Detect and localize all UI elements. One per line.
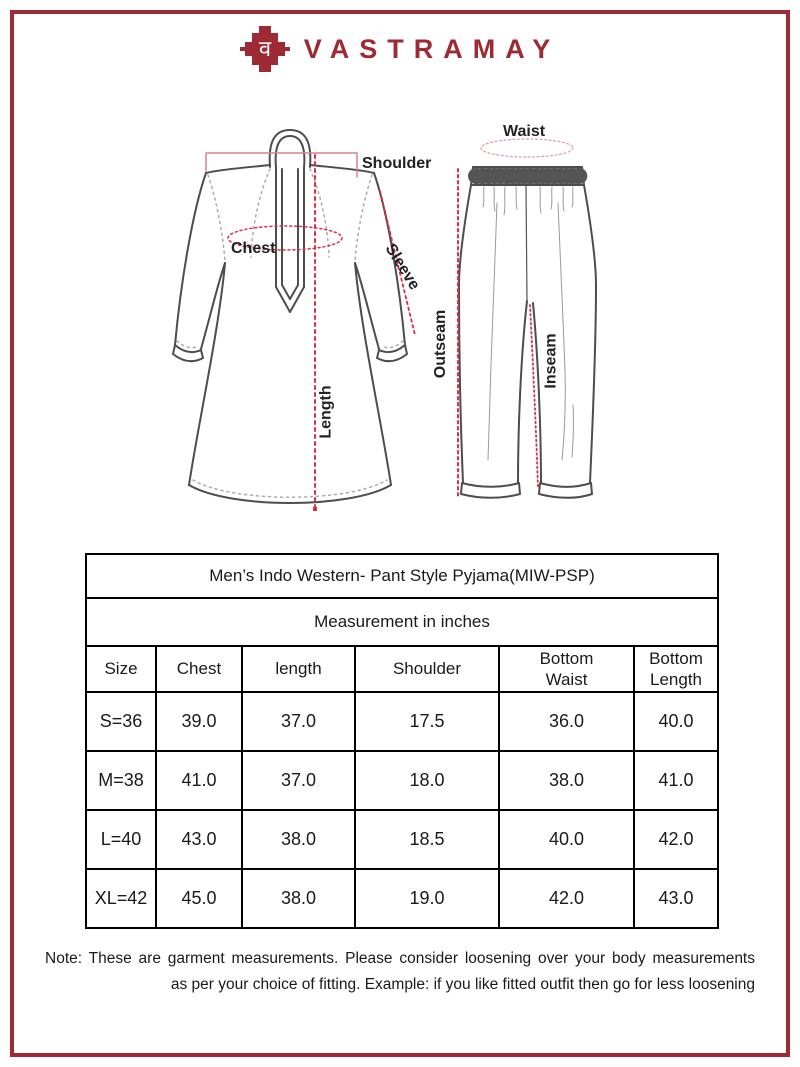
- col-header-bottom-waist: [499, 646, 634, 692]
- col-header-bottom-length-text: Bottom Length: [649, 648, 703, 689]
- cell-chest: 39.0: [156, 692, 242, 751]
- table-row: [86, 751, 718, 810]
- col-header-shoulder: Shoulder: [355, 646, 499, 692]
- cell-size: XL=42: [86, 869, 156, 928]
- sleeve-label: Sleeve: [381, 241, 423, 294]
- cell-bottom-length: 40.0: [634, 692, 718, 751]
- cell-bottom-waist: 38.0: [499, 751, 634, 810]
- cell-bottom-waist: 36.0: [499, 692, 634, 751]
- cell-shoulder: 17.5: [355, 692, 499, 751]
- shoulder-label: Shoulder: [362, 155, 432, 172]
- cell-shoulder: 18.0: [355, 751, 499, 810]
- cell-length: 37.0: [242, 692, 355, 751]
- cell-length: 38.0: [242, 810, 355, 869]
- brand-logo-glyph: व: [258, 37, 271, 62]
- size-chart-table: [85, 553, 719, 929]
- col-header-chest: Chest: [156, 646, 242, 692]
- cell-length: 37.0: [242, 751, 355, 810]
- brand-logo-icon: [240, 24, 290, 74]
- cell-length: 38.0: [242, 869, 355, 928]
- table-row: [86, 869, 718, 928]
- cell-size: L=40: [86, 810, 156, 869]
- inseam-label: Inseam: [542, 333, 560, 389]
- col-header-bottom-length: [634, 646, 718, 692]
- cell-bottom-length: 43.0: [634, 869, 718, 928]
- kurta-seam-dots: [177, 169, 403, 497]
- col-header-bottom-waist-text: Bottom Waist: [539, 648, 594, 689]
- size-chart-subtitle: Measurement in inches: [86, 598, 718, 646]
- pyjama-outline: [459, 167, 596, 498]
- measurement-diagram: [0, 105, 800, 550]
- cell-size: S=36: [86, 692, 156, 751]
- col-header-length: length: [242, 646, 355, 692]
- brand-name: VASTRAMAY: [303, 33, 561, 64]
- cell-bottom-length: 42.0: [634, 810, 718, 869]
- cell-bottom-waist: 40.0: [499, 810, 634, 869]
- length-label: Length: [317, 385, 335, 439]
- note-line-1: Note: These are garment measurements. Please consider loosening over your body measurements: [45, 950, 755, 967]
- cell-chest: 41.0: [156, 751, 242, 810]
- measurement-note: [45, 946, 755, 998]
- cell-size: M=38: [86, 751, 156, 810]
- table-row: [86, 692, 718, 751]
- waist-measure-ellipse: [481, 139, 573, 157]
- cell-shoulder: 19.0: [355, 869, 499, 928]
- col-header-size: Size: [86, 646, 156, 692]
- waist-label: Waist: [503, 123, 546, 140]
- pyjama-crease: [526, 185, 527, 301]
- brand-header: [0, 24, 800, 74]
- chest-label: Chest: [231, 240, 276, 257]
- kurta-outline: [173, 130, 407, 503]
- table-row: [86, 810, 718, 869]
- cell-bottom-length: 41.0: [634, 751, 718, 810]
- cell-shoulder: 18.5: [355, 810, 499, 869]
- size-chart-title: Men’s Indo Western- Pant Style Pyjama(MIW-PSP): [86, 554, 718, 598]
- size-chart-header-row: [86, 646, 718, 692]
- outseam-label: Outseam: [432, 309, 450, 379]
- cell-chest: 45.0: [156, 869, 242, 928]
- pyjama-gather-wrinkles: [483, 187, 573, 460]
- note-line-2: as per your choice of fitting. Example: if you like fitted outfit then go for less loosening: [170, 976, 755, 993]
- cell-bottom-waist: 42.0: [499, 869, 634, 928]
- cell-chest: 43.0: [156, 810, 242, 869]
